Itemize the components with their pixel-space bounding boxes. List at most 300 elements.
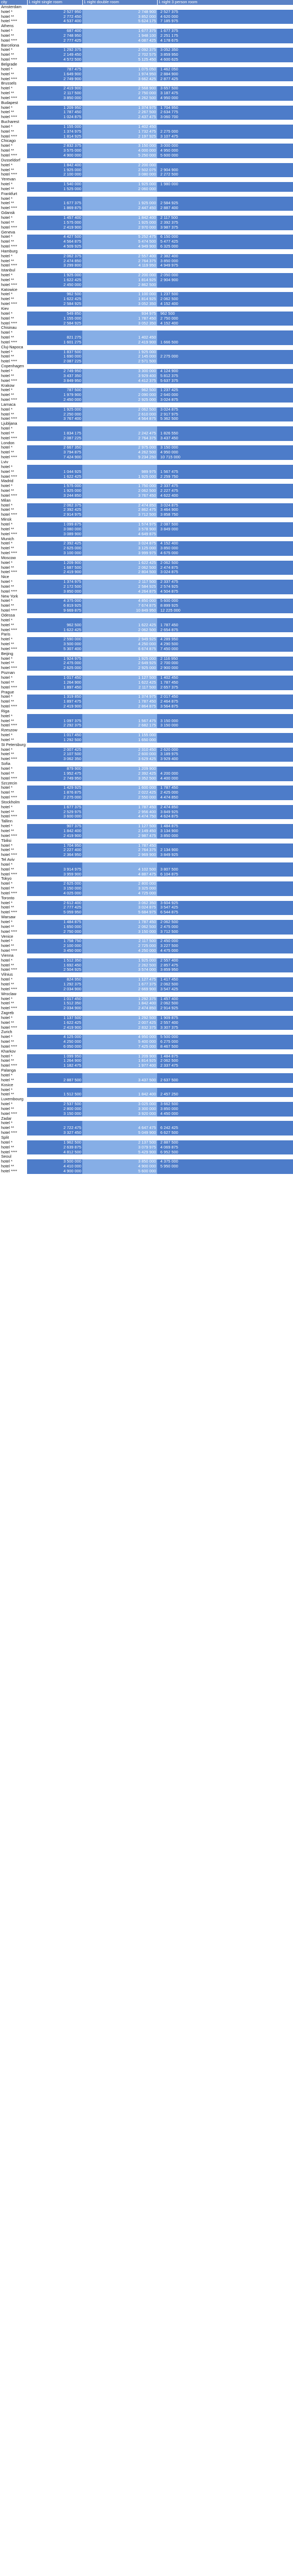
table-row bbox=[0, 335, 293, 340]
single-room-price: 1 319 850 bbox=[27, 695, 82, 699]
double-room-price: 3 999 975 bbox=[82, 551, 157, 556]
double-room-price: 5 125 450 bbox=[82, 57, 157, 62]
double-room-price: 3 079 975 bbox=[82, 1145, 157, 1150]
double-room-price: 2 149 450 bbox=[82, 829, 157, 834]
city-name: Toronto bbox=[0, 896, 293, 901]
table-row bbox=[0, 891, 293, 896]
double-room-price: 1 677 375 bbox=[82, 982, 157, 987]
hotel-category: hotel * bbox=[0, 767, 27, 771]
header-double-room: 1 night double room bbox=[82, 0, 157, 5]
double-room-price: 2 949 925 bbox=[82, 637, 157, 642]
header-city: city bbox=[0, 0, 27, 5]
single-room-price: 1 622 425 bbox=[27, 1021, 82, 1026]
three-person-room-price: 8 899 925 bbox=[157, 604, 293, 608]
single-room-price bbox=[27, 1073, 82, 1078]
single-room-price: 1 374 975 bbox=[27, 580, 82, 585]
table-row bbox=[0, 642, 293, 647]
hotel-category: hotel **** bbox=[0, 723, 27, 728]
hotel-category: hotel * bbox=[0, 254, 27, 259]
three-person-room-price: 6 952 500 bbox=[157, 1150, 293, 1155]
table-row bbox=[0, 72, 293, 77]
hotel-category: hotel ** bbox=[0, 661, 27, 666]
single-room-price: 2 749 900 bbox=[27, 77, 82, 82]
hotel-category: hotel **** bbox=[0, 1063, 27, 1068]
header-3-person-room: 1 night 3 person room bbox=[157, 0, 293, 5]
table-row bbox=[0, 862, 293, 867]
single-room-price: 1 512 500 bbox=[27, 1092, 82, 1097]
three-person-room-price: 1 704 950 bbox=[157, 106, 293, 111]
three-person-room-price: 4 069 875 bbox=[157, 1145, 293, 1150]
double-room-price: 5 400 000 bbox=[82, 1040, 157, 1044]
table-row bbox=[0, 599, 293, 604]
table-row bbox=[0, 541, 293, 546]
single-room-price: 1 837 500 bbox=[27, 350, 82, 355]
three-person-room-price: 2 557 400 bbox=[157, 958, 293, 963]
single-room-price: 2 887 500 bbox=[27, 1078, 82, 1083]
hotel-category: hotel * bbox=[0, 445, 27, 450]
city-name: London bbox=[0, 441, 293, 446]
three-person-room-price: 1 677 375 bbox=[157, 29, 293, 34]
double-room-price: 962 500 bbox=[82, 388, 157, 393]
single-room-price: 3 600 000 bbox=[27, 814, 82, 819]
single-room-price: 1 925 000 bbox=[27, 273, 82, 278]
table-row bbox=[0, 982, 293, 987]
three-person-room-price bbox=[157, 714, 293, 719]
three-person-room-price: 2 657 375 bbox=[157, 685, 293, 690]
city-row bbox=[0, 556, 293, 561]
table-row bbox=[0, 532, 293, 537]
three-person-room-price: 2 574 925 bbox=[157, 585, 293, 589]
city-name: Riga bbox=[0, 709, 293, 714]
table-row bbox=[0, 834, 293, 839]
hotel-category: hotel **** bbox=[0, 628, 27, 633]
double-room-price: 1 787 450 bbox=[82, 699, 157, 704]
hotel-category: hotel * bbox=[0, 125, 27, 129]
city-name: Nice bbox=[0, 575, 293, 580]
three-person-room-price: 3 850 000 bbox=[157, 546, 293, 551]
three-person-room-price: 3 187 475 bbox=[157, 91, 293, 96]
three-person-room-price: 2 527 375 bbox=[157, 10, 293, 15]
three-person-room-price: 2 884 900 bbox=[157, 72, 293, 77]
hotel-category: hotel ** bbox=[0, 604, 27, 608]
table-row bbox=[0, 369, 293, 374]
hotel-category: hotel **** bbox=[0, 302, 27, 307]
table-row bbox=[0, 551, 293, 556]
double-room-price: 1 814 925 bbox=[82, 297, 157, 302]
hotel-category: hotel * bbox=[0, 786, 27, 790]
three-person-room-price: 5 637 375 bbox=[157, 379, 293, 384]
three-person-room-price: 4 675 000 bbox=[157, 551, 293, 556]
hotel-category: hotel ** bbox=[0, 431, 27, 436]
double-room-price: 2 197 925 bbox=[82, 134, 157, 139]
table-row bbox=[0, 1145, 293, 1150]
single-room-price: 1 687 500 bbox=[27, 566, 82, 570]
table-row bbox=[0, 455, 293, 460]
single-room-price: 3 100 000 bbox=[27, 551, 82, 556]
double-room-price: 2 060 000 bbox=[82, 187, 157, 192]
city-row bbox=[0, 120, 293, 125]
city-name: Bucharest bbox=[0, 120, 293, 125]
double-room-price: 1 209 900 bbox=[82, 767, 157, 771]
three-person-room-price bbox=[157, 733, 293, 738]
single-room-price: 1 692 450 bbox=[27, 963, 82, 968]
single-room-price: 2 419 900 bbox=[27, 225, 82, 230]
three-person-room-price: 1 909 875 bbox=[157, 1016, 293, 1021]
double-room-price: 1 622 425 bbox=[82, 561, 157, 566]
table-row bbox=[0, 172, 293, 177]
single-room-price: 3 500 000 bbox=[27, 1159, 82, 1164]
single-room-price: 4 025 000 bbox=[27, 891, 82, 896]
double-room-price: 1 677 375 bbox=[82, 29, 157, 34]
three-person-room-price: 3 547 425 bbox=[157, 987, 293, 992]
city-name: New York bbox=[0, 594, 293, 599]
single-room-price: 2 007 425 bbox=[27, 748, 82, 752]
table-row bbox=[0, 958, 293, 963]
double-room-price: 3 150 000 bbox=[82, 930, 157, 935]
table-row bbox=[0, 1040, 293, 1044]
city-name: Split bbox=[0, 1135, 293, 1140]
table-row bbox=[0, 77, 293, 82]
table-row bbox=[0, 19, 293, 24]
double-room-price: 3 080 000 bbox=[82, 172, 157, 177]
single-room-price: 2 590 000 bbox=[27, 637, 82, 642]
hotel-category: hotel * bbox=[0, 1054, 27, 1059]
three-person-room-price bbox=[157, 465, 293, 470]
city-row bbox=[0, 613, 293, 618]
three-person-room-price: 1 402 450 bbox=[157, 676, 293, 680]
city-row bbox=[0, 575, 293, 580]
three-person-room-price: 7 185 975 bbox=[157, 19, 293, 24]
three-person-room-price: 1 417 450 bbox=[157, 977, 293, 982]
hotel-category: hotel ** bbox=[0, 393, 27, 398]
hotel-category: hotel ** bbox=[0, 546, 27, 551]
double-room-price: 2 062 500 bbox=[82, 566, 157, 570]
double-room-price: 2 262 500 bbox=[82, 963, 157, 968]
hotel-category: hotel **** bbox=[0, 340, 27, 345]
hotel-category: hotel ** bbox=[0, 867, 27, 872]
three-person-room-price: 3 858 750 bbox=[157, 512, 293, 517]
hotel-category: hotel ** bbox=[0, 771, 27, 776]
hotel-category: hotel * bbox=[0, 29, 27, 34]
single-room-price: 2 419 900 bbox=[27, 704, 82, 709]
single-room-price: 1 292 375 bbox=[27, 48, 82, 53]
table-row bbox=[0, 29, 293, 34]
single-room-price: 2 625 000 bbox=[27, 546, 82, 551]
hotel-category: hotel * bbox=[0, 939, 27, 944]
three-person-room-price: 5 812 375 bbox=[157, 374, 293, 379]
single-room-price: 2 475 000 bbox=[27, 661, 82, 666]
city-name: Dusseldorf bbox=[0, 158, 293, 163]
single-room-price bbox=[27, 1121, 82, 1126]
city-row bbox=[0, 62, 293, 67]
double-room-price: 2 832 375 bbox=[82, 1026, 157, 1030]
city-row bbox=[0, 249, 293, 254]
single-room-price: 2 529 975 bbox=[27, 810, 82, 815]
three-person-room-price: 2 062 500 bbox=[157, 561, 293, 566]
hotel-category: hotel **** bbox=[0, 172, 27, 177]
double-room-price: 3 850 000 bbox=[82, 1159, 157, 1164]
double-room-price bbox=[82, 1121, 157, 1126]
three-person-room-price: 7 450 000 bbox=[157, 647, 293, 652]
table-row bbox=[0, 91, 293, 96]
single-room-price: 3 450 000 bbox=[27, 949, 82, 953]
table-row bbox=[0, 589, 293, 594]
three-person-room-price: 2 062 500 bbox=[157, 982, 293, 987]
double-room-price: 5 474 500 bbox=[82, 239, 157, 244]
single-room-price: 3 327 450 bbox=[27, 1131, 82, 1135]
three-person-room-price: 2 887 500 bbox=[157, 1140, 293, 1145]
single-room-price: 3 914 975 bbox=[27, 867, 82, 872]
single-room-price: 1 601 275 bbox=[27, 340, 82, 345]
three-person-room-price: 4 400 000 bbox=[157, 776, 293, 781]
single-room-price: 1 677 375 bbox=[27, 201, 82, 206]
single-room-price: 2 749 950 bbox=[27, 369, 82, 374]
three-person-room-price: 2 062 500 bbox=[157, 1001, 293, 1006]
double-room-price: 2 117 500 bbox=[82, 685, 157, 690]
hotel-category: hotel ** bbox=[0, 53, 27, 57]
city-name: Rzeszow bbox=[0, 728, 293, 733]
hotel-category: hotel * bbox=[0, 1140, 27, 1145]
single-room-price: 1 979 900 bbox=[27, 393, 82, 398]
single-room-price: 1 137 500 bbox=[27, 1016, 82, 1021]
three-person-room-price: 3 712 500 bbox=[157, 930, 293, 935]
hotel-category: hotel **** bbox=[0, 379, 27, 384]
table-row bbox=[0, 235, 293, 239]
hotel-category: hotel **** bbox=[0, 704, 27, 709]
three-person-room-price bbox=[157, 881, 293, 886]
single-room-price: 2 772 450 bbox=[27, 15, 82, 20]
double-room-price: 1 732 475 bbox=[82, 129, 157, 134]
three-person-room-price: 3 662 500 bbox=[157, 1102, 293, 1107]
three-person-room-price: 2 251 175 bbox=[157, 34, 293, 38]
hotel-category: hotel ** bbox=[0, 1059, 27, 1063]
double-room-price: 5 250 000 bbox=[82, 153, 157, 158]
three-person-room-price bbox=[157, 1088, 293, 1093]
hotel-category: hotel * bbox=[0, 695, 27, 699]
table-row bbox=[0, 67, 293, 72]
city-row bbox=[0, 953, 293, 958]
three-person-room-price bbox=[157, 862, 293, 867]
three-person-room-price: 3 807 500 bbox=[157, 867, 293, 872]
single-room-price bbox=[27, 714, 82, 719]
table-row bbox=[0, 733, 293, 738]
three-person-room-price: 3 060 700 bbox=[157, 115, 293, 120]
double-room-price: 5 429 900 bbox=[82, 1150, 157, 1155]
city-row bbox=[0, 460, 293, 465]
single-room-price: 1 622 425 bbox=[27, 278, 82, 283]
hotel-category: hotel * bbox=[0, 733, 27, 738]
single-room-price: 1 876 875 bbox=[27, 790, 82, 795]
hotel-category: hotel ** bbox=[0, 905, 27, 910]
three-person-room-price: 4 475 000 bbox=[157, 949, 293, 953]
city-row bbox=[0, 498, 293, 503]
city-name: Tokyo bbox=[0, 877, 293, 881]
three-person-room-price: 4 289 950 bbox=[157, 637, 293, 642]
single-room-price: 1 525 000 bbox=[27, 187, 82, 192]
single-room-price: 2 777 425 bbox=[27, 38, 82, 43]
three-person-room-price: 1 457 400 bbox=[157, 997, 293, 1002]
single-room-price: 2 748 950 bbox=[27, 34, 82, 38]
double-room-price: 4 087 425 bbox=[82, 38, 157, 43]
table-row bbox=[0, 949, 293, 953]
table-row bbox=[0, 628, 293, 633]
table-row bbox=[0, 771, 293, 776]
city-row bbox=[0, 268, 293, 273]
table-row bbox=[0, 1112, 293, 1117]
city-name: Krakow bbox=[0, 384, 293, 388]
city-row bbox=[0, 800, 293, 805]
three-person-room-price: 2 425 000 bbox=[157, 790, 293, 795]
hotel-category: hotel ** bbox=[0, 1107, 27, 1112]
hotel-category: hotel **** bbox=[0, 685, 27, 690]
single-room-price: 2 392 425 bbox=[27, 508, 82, 512]
table-row bbox=[0, 129, 293, 134]
double-room-price: 3 325 000 bbox=[82, 886, 157, 891]
single-room-price: 1 017 450 bbox=[27, 733, 82, 738]
double-room-price: 3 025 000 bbox=[82, 1102, 157, 1107]
double-room-price: 989 975 bbox=[82, 470, 157, 475]
hotel-category: hotel ** bbox=[0, 412, 27, 417]
table-row bbox=[0, 475, 293, 479]
city-name: Venice bbox=[0, 935, 293, 939]
table-row bbox=[0, 719, 293, 724]
city-row bbox=[0, 421, 293, 426]
city-row bbox=[0, 1154, 293, 1159]
hotel-category: hotel **** bbox=[0, 57, 27, 62]
three-person-room-price: 4 474 850 bbox=[157, 795, 293, 800]
single-room-price: 3 850 000 bbox=[27, 96, 82, 101]
single-room-price: 3 150 000 bbox=[27, 886, 82, 891]
double-room-price: 3 437 500 bbox=[82, 1078, 157, 1083]
table-row bbox=[0, 283, 293, 288]
city-name: Kharkov bbox=[0, 1049, 293, 1054]
double-room-price: 2 669 900 bbox=[82, 987, 157, 992]
city-name: Budapest bbox=[0, 101, 293, 106]
single-room-price: 1 690 000 bbox=[27, 354, 82, 359]
three-person-room-price: 5 950 000 bbox=[157, 1164, 293, 1169]
hotel-category: hotel * bbox=[0, 958, 27, 963]
double-room-price: 3 062 350 bbox=[82, 901, 157, 906]
three-person-room-price: 4 178 675 bbox=[157, 38, 293, 43]
hotel-category: hotel * bbox=[0, 748, 27, 752]
single-room-price bbox=[27, 618, 82, 623]
single-room-price: 3 437 350 bbox=[27, 374, 82, 379]
double-room-price: 1 842 400 bbox=[82, 1092, 157, 1097]
table-row bbox=[0, 661, 293, 666]
single-room-price: 1 097 375 bbox=[27, 719, 82, 724]
hotel-category: hotel ** bbox=[0, 790, 27, 795]
double-room-price: 4 900 000 bbox=[82, 1164, 157, 1169]
three-person-room-price bbox=[157, 1121, 293, 1126]
double-room-price: 1 402 450 bbox=[82, 125, 157, 129]
double-room-price: 2 117 500 bbox=[82, 939, 157, 944]
single-room-price: 1 897 450 bbox=[27, 685, 82, 690]
single-room-price: 2 392 425 bbox=[27, 541, 82, 546]
double-room-price: 2 748 900 bbox=[82, 10, 157, 15]
city-name: Belgrade bbox=[0, 62, 293, 67]
table-row bbox=[0, 886, 293, 891]
double-room-price bbox=[82, 714, 157, 719]
table-row bbox=[0, 125, 293, 129]
double-room-price: 1 814 925 bbox=[82, 278, 157, 283]
three-person-room-price: 3 657 500 bbox=[157, 86, 293, 91]
table-row bbox=[0, 604, 293, 608]
three-person-room-price: 3 024 875 bbox=[157, 407, 293, 412]
table-row bbox=[0, 388, 293, 393]
single-room-price: 1 650 000 bbox=[27, 925, 82, 930]
double-room-price: 9 234 250 bbox=[82, 455, 157, 460]
double-room-price: 4 887 475 bbox=[82, 872, 157, 877]
double-room-price: 2 092 375 bbox=[82, 48, 157, 53]
three-person-room-price: 2 392 375 bbox=[157, 220, 293, 225]
three-person-room-price: 1 787 450 bbox=[157, 623, 293, 628]
double-room-price: 2 137 500 bbox=[82, 1140, 157, 1145]
hotel-category: hotel * bbox=[0, 824, 27, 829]
double-room-price: 3 574 000 bbox=[82, 968, 157, 972]
table-row bbox=[0, 426, 293, 431]
table-row bbox=[0, 930, 293, 935]
double-room-price: 4 647 475 bbox=[82, 1126, 157, 1131]
double-room-price: 2 062 500 bbox=[82, 628, 157, 633]
double-room-price: 1 127 475 bbox=[82, 977, 157, 982]
double-room-price: 4 102 500 bbox=[82, 867, 157, 872]
city-row bbox=[0, 839, 293, 843]
hotel-category: hotel ** bbox=[0, 1092, 27, 1097]
hotel-category: hotel ** bbox=[0, 187, 27, 192]
three-person-room-price: 2 337 475 bbox=[157, 1063, 293, 1068]
single-room-price: 1 512 350 bbox=[27, 958, 82, 963]
hotel-category: hotel **** bbox=[0, 263, 27, 268]
hotel-category: hotel * bbox=[0, 1159, 27, 1164]
hotel-category: hotel * bbox=[0, 1088, 27, 1093]
city-name: Chisinau bbox=[0, 326, 293, 330]
single-room-price: 907 375 bbox=[27, 824, 82, 829]
three-person-room-price bbox=[157, 426, 293, 431]
table-row bbox=[0, 872, 293, 877]
three-person-room-price: 1 980 000 bbox=[157, 182, 293, 187]
hotel-category: hotel * bbox=[0, 10, 27, 15]
three-person-room-price: 2 259 750 bbox=[157, 475, 293, 479]
table-row bbox=[0, 508, 293, 512]
hotel-category: hotel **** bbox=[0, 1026, 27, 1030]
table-row bbox=[0, 398, 293, 403]
single-room-price: 2 419 900 bbox=[27, 86, 82, 91]
three-person-room-price: 2 275 000 bbox=[157, 129, 293, 134]
table-row bbox=[0, 1054, 293, 1059]
three-person-room-price: 2 117 500 bbox=[157, 216, 293, 220]
city-row bbox=[0, 935, 293, 939]
table-row bbox=[0, 1073, 293, 1078]
hotel-category: hotel * bbox=[0, 330, 27, 335]
table-row bbox=[0, 944, 293, 949]
double-room-price: 5 600 000 bbox=[82, 1169, 157, 1174]
table-row bbox=[0, 1102, 293, 1107]
city-name: Vienna bbox=[0, 953, 293, 958]
three-person-room-price: 3 850 000 bbox=[157, 1107, 293, 1112]
table-row bbox=[0, 666, 293, 671]
double-room-price: 5 684 975 bbox=[82, 910, 157, 915]
single-room-price: 2 612 400 bbox=[27, 901, 82, 906]
single-room-price: 9 669 875 bbox=[27, 608, 82, 613]
double-room-price: 2 800 000 bbox=[82, 881, 157, 886]
double-room-price: 2 862 500 bbox=[82, 283, 157, 288]
single-room-price: 4 572 500 bbox=[27, 57, 82, 62]
double-room-price: 7 425 000 bbox=[82, 1044, 157, 1049]
single-room-price: 2 100 000 bbox=[27, 944, 82, 949]
city-name: Ljubljana bbox=[0, 421, 293, 426]
double-room-price: 2 090 000 bbox=[82, 393, 157, 398]
single-room-price: 2 639 875 bbox=[27, 1145, 82, 1150]
